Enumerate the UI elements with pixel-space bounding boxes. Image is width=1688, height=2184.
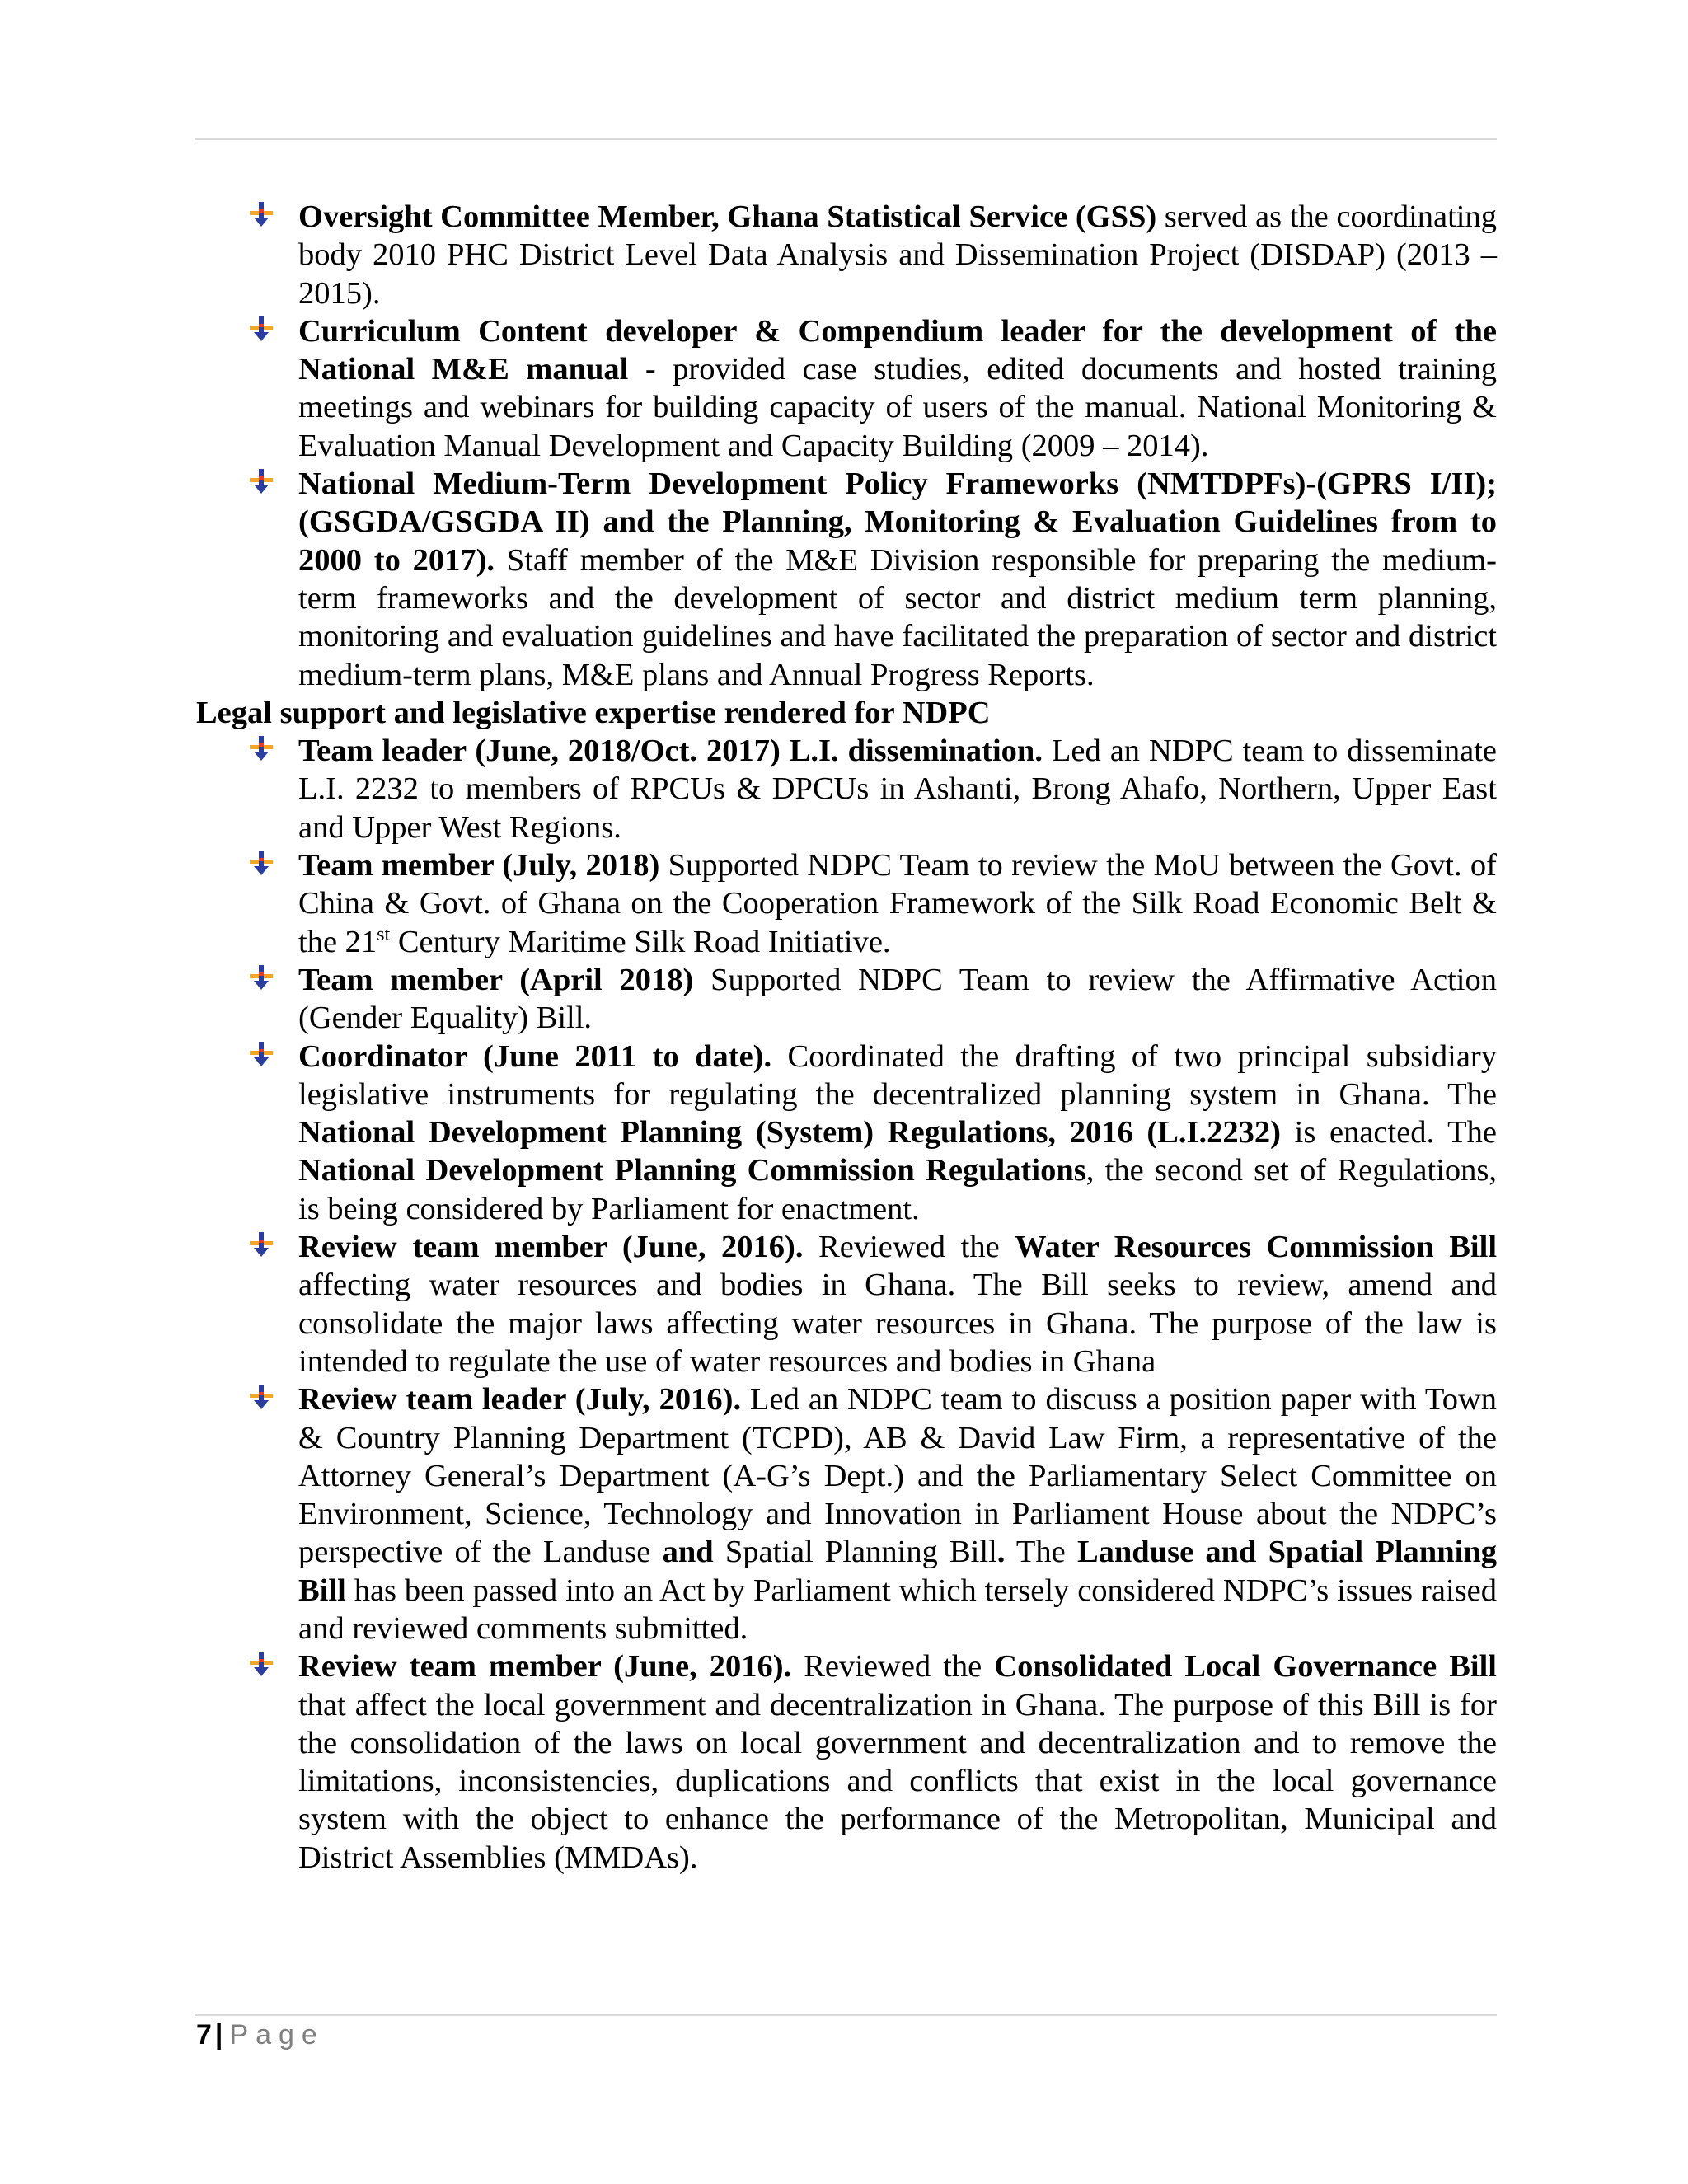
legal-support-list: [196, 732, 1497, 1877]
list-item: Review team member (June, 2016). Reviewed the Consolidated Local Governance Bill that affect the local government and decentralization in Ghana. The purpose of this Bill is for the consolidation of the laws on local government and decentralization and to remove the limitations, inconsistencies, duplications and conflicts that exist in the local governance system with the object to enhance the performance of the Metropolitan, Municipal and District Assemblies (MMDAs).: [196, 1647, 1497, 1877]
down-arrow-plus-icon: [247, 963, 275, 991]
document-body: [196, 198, 1497, 1877]
down-arrow-plus-icon: [247, 1383, 275, 1411]
list-item: Team member (April 2018) Supported NDPC Team to review the Affirmative Action (Gender Equality) Bill.: [196, 961, 1497, 1038]
down-arrow-plus-icon: [247, 849, 275, 877]
header-rule: [195, 138, 1497, 140]
down-arrow-plus-icon: [247, 1040, 275, 1068]
list-item: Team leader (June, 2018/Oct. 2017) L.I. dissemination. Led an NDPC team to disseminate L.I. 2232 to members of RPCUs & DPCUs in Ashanti, Brong Ahafo, Northern, Upper East and Upper West Regions.: [196, 732, 1497, 846]
down-arrow-plus-icon: [247, 1230, 275, 1258]
list-item: National Medium-Term Development Policy Frameworks (NMTDPFs)-(GPRS I/II); (GSGDA/GSGDA II) and the Planning, Monitoring & Evaluation Guidelines from to 2000 to 2017). Staff member of the M&E Division responsible for preparing the medium-term frameworks and the development of sector and district medium term planning, monitoring and evaluation guidelines and have facilitated the preparation of sector and district medium-term plans, M&E plans and Annual Progress Reports.: [196, 465, 1497, 694]
down-arrow-plus-icon: [247, 734, 275, 762]
list-item: Review team leader (July, 2016). Led an NDPC team to discuss a position paper with Town & Country Planning Department (TCPD), AB & David Law Firm, a representative of the Attorney General’s Department (A-G’s Dept.) and the Parliamentary Select Committee on Environment, Science, Technology and Innovation in Parliament House about the NDPC’s perspective of the Landuse and Spatial Planning Bill. The Landuse and Spatial Planning Bill has been passed into an Act by Parliament which tersely considered NDPC’s issues raised and reviewed comments submitted.: [196, 1380, 1497, 1647]
footer-separator: |: [214, 2019, 223, 2050]
footer-rule: [195, 2014, 1497, 2016]
experience-list: [196, 198, 1497, 694]
down-arrow-plus-icon: [247, 315, 275, 343]
page-number: 7: [196, 2019, 212, 2050]
list-item: Curriculum Content developer & Compendium leader for the development of the National M&E manual - provided case studies, edited documents and hosted training meetings and webinars for building capacity of users of the manual. National Monitoring & Evaluation Manual Development and Capacity Building (2009 – 2014).: [196, 312, 1497, 465]
page-label: Page: [229, 2019, 325, 2050]
down-arrow-plus-icon: [247, 1650, 275, 1678]
list-item: Review team member (June, 2016). Reviewed the Water Resources Commission Bill affecting water resources and bodies in Ghana. The Bill seeks to review, amend and consolidate the major laws affecting water resources in Ghana. The purpose of the law is intended to regulate the use of water resources and bodies in Ghana: [196, 1228, 1497, 1380]
page-footer: [196, 2018, 325, 2051]
down-arrow-plus-icon: [247, 467, 275, 495]
list-item: Team member (July, 2018) Supported NDPC Team to review the MoU between the Govt. of China & Govt. of Ghana on the Cooperation Framework of the Silk Road Economic Belt & the 21st Century Maritime Silk Road Initiative.: [196, 846, 1497, 961]
list-item: Coordinator (June 2011 to date). Coordinated the drafting of two principal subsidiary legislative instruments for regulating the decentralized planning system in Ghana. The National Development Planning (System) Regulations, 2016 (L.I.2232) is enacted. The National Development Planning Commission Regulations, the second set of Regulations, is being considered by Parliament for enactment.: [196, 1038, 1497, 1228]
list-item: Oversight Committee Member, Ghana Statistical Service (GSS) served as the coordinating body 2010 PHC District Level Data Analysis and Dissemination Project (DISDAP) (2013 – 2015).: [196, 198, 1497, 312]
down-arrow-plus-icon: [247, 200, 275, 228]
section-heading: Legal support and legislative expertise rendered for NDPC: [196, 695, 991, 730]
